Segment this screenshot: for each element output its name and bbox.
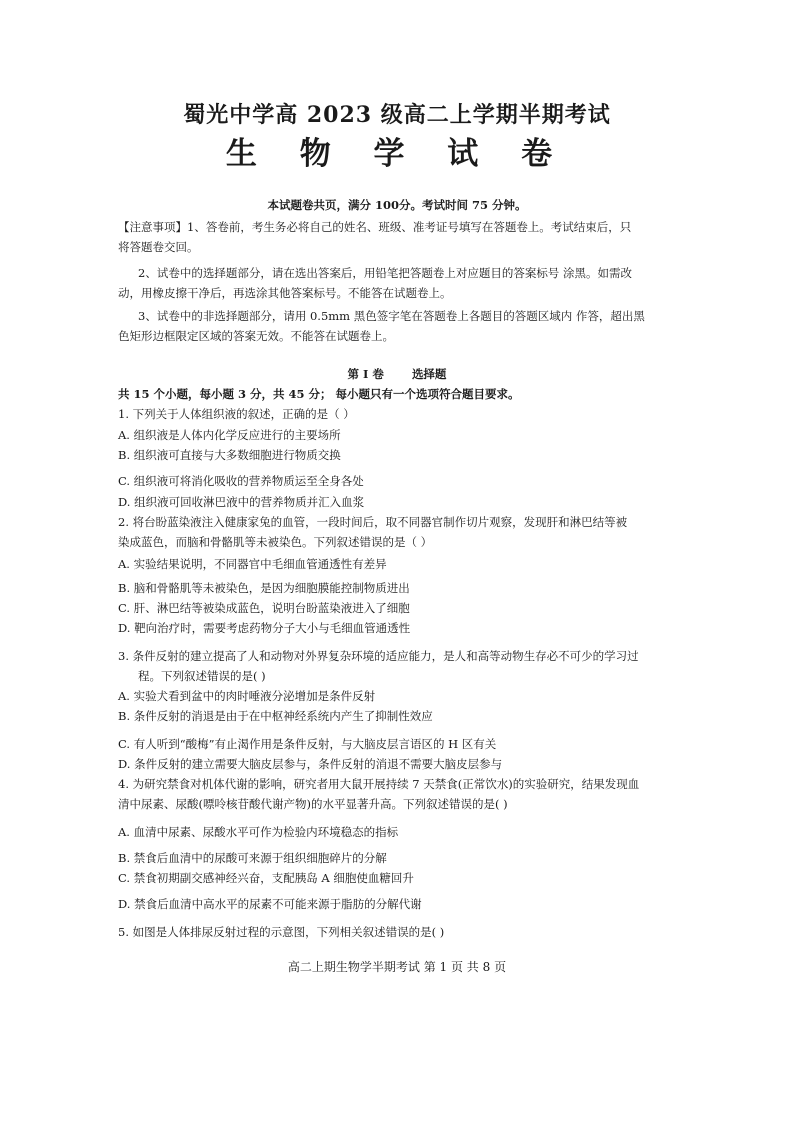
question-2-option-c: C. 肝、淋巴结等被染成蓝色，说明台盼蓝染液进入了细胞 xyxy=(118,601,410,615)
question-2-option-d: D. 靶向治疗时，需要考虑药物分子大小与毛细血管通透性 xyxy=(118,621,411,635)
page-footer: 高二上期生物学半期考试 第 1 页 共 8 页 xyxy=(287,960,507,974)
question-1-option-a: A. 组织液是人体内化学反应进行的主要场所 xyxy=(118,428,341,442)
notice-line-3: 2、试卷中的选择题部分，请在选出答案后，用铅笔把答题卷上对应题目的答案标号 涂黑。如需改 xyxy=(138,266,632,280)
question-3-option-c: C. 有人听到“酸梅”有止渴作用是条件反射，与大脑皮层言语区的 H 区有关 xyxy=(118,737,497,751)
section-label: 第 I 卷 xyxy=(347,367,384,381)
question-1-option-c: C. 组织液可将消化吸收的营养物质运至全身各处 xyxy=(118,474,364,488)
question-3-stem-line-2: 程。下列叙述错误的是( ) xyxy=(138,669,266,683)
section-name: 选择题 xyxy=(411,367,447,381)
notice-line-2: 将答题卷交回。 xyxy=(118,240,199,254)
question-4-option-a: A. 血清中尿素、尿酸水平可作为检验内环境稳态的指标 xyxy=(118,825,399,839)
question-4-stem-line-2: 清中尿素、尿酸(嘌呤核苷酸代谢产物)的水平显著升高。下列叙述错误的是( ) xyxy=(118,797,508,811)
question-2-option-b: B. 脑和骨骼肌等未被染色，是因为细胞膜能控制物质进出 xyxy=(118,581,410,595)
question-5-stem: 5. 如图是人体排尿反射过程的示意图，下列相关叙述错误的是( ) xyxy=(118,925,445,939)
question-4-option-b: B. 禁食后血清中的尿酸可来源于组织细胞碎片的分解 xyxy=(118,851,387,865)
question-2-stem-line-1: 2. 将台盼蓝染液注入健康家兔的血管，一段时间后，取不同器官制作切片观察，发现肝和淋巴结等被 xyxy=(118,515,628,529)
question-4-option-d: D. 禁食后血清中高水平的尿素不可能来源于脂肪的分解代谢 xyxy=(118,897,422,911)
notice-line-1: 【注意事项】1、答卷前，考生务必将自己的姓名、班级、准考证号填写在答题卷上。考试结束后，只 xyxy=(118,220,632,234)
notice-line-5: 3、试卷中的非选择题部分，请用 0.5mm 黑色签字笔在答题卷上各题目的答题区域内 作答，超出黑 xyxy=(138,309,645,323)
question-2-stem-line-2: 染成蓝色，而脑和骨骼肌等未被染色。下列叙述错误的是（ ） xyxy=(118,535,433,549)
exam-title: 蜀光中学高 2023 级高二上学期半期考试 xyxy=(183,102,611,128)
section-heading xyxy=(0,366,794,382)
question-3-option-d: D. 条件反射的建立需要大脑皮层参与，条件反射的消退不需要大脑皮层参与 xyxy=(118,757,503,771)
question-4-stem-line-1: 4. 为研究禁食对机体代谢的影响，研究者用大鼠开展持续 7 天禁食(正常饮水)的实验研究，结果发现血 xyxy=(118,777,640,791)
question-3-option-a: A. 实验犬看到盆中的肉时唾液分泌增加是条件反射 xyxy=(118,689,376,703)
question-1-option-b: B. 组织液可直接与大多数细胞进行物质交换 xyxy=(118,448,341,462)
section-instruction: 共 15 个小题，每小题 3 分，共 45 分； 每小题只有一个选项符合题目要求。 xyxy=(118,387,520,401)
subject-title: 生 物 学 试 卷 xyxy=(225,136,569,172)
question-1-option-d: D. 组织液可回收淋巴液中的营养物质并汇入血浆 xyxy=(118,495,365,509)
question-3-option-b: B. 条件反射的消退是由于在中枢神经系统内产生了抑制性效应 xyxy=(118,709,433,723)
notice-line-6: 色矩形边框限定区域的答案无效。不能答在试题卷上。 xyxy=(118,329,394,343)
exam-info: 本试题卷共页，满分 100分。考试时间 75 分钟。 xyxy=(267,198,527,212)
question-1-stem: 1. 下列关于人体组织液的叙述，正确的是（ ） xyxy=(118,407,355,421)
question-3-stem-line-1: 3. 条件反射的建立提高了人和动物对外界复杂环境的适应能力，是人和高等动物生存必不可少的学习过 xyxy=(118,649,639,663)
question-2-option-a: A. 实验结果说明，不同器官中毛细血管通透性有差异 xyxy=(118,557,387,571)
question-4-option-c: C. 禁食初期副交感神经兴奋，支配胰岛 A 细胞使血糖回升 xyxy=(118,871,414,885)
notice-line-4: 动，用橡皮擦干净后，再选涂其他答案标号。不能答在试题卷上。 xyxy=(118,286,452,300)
